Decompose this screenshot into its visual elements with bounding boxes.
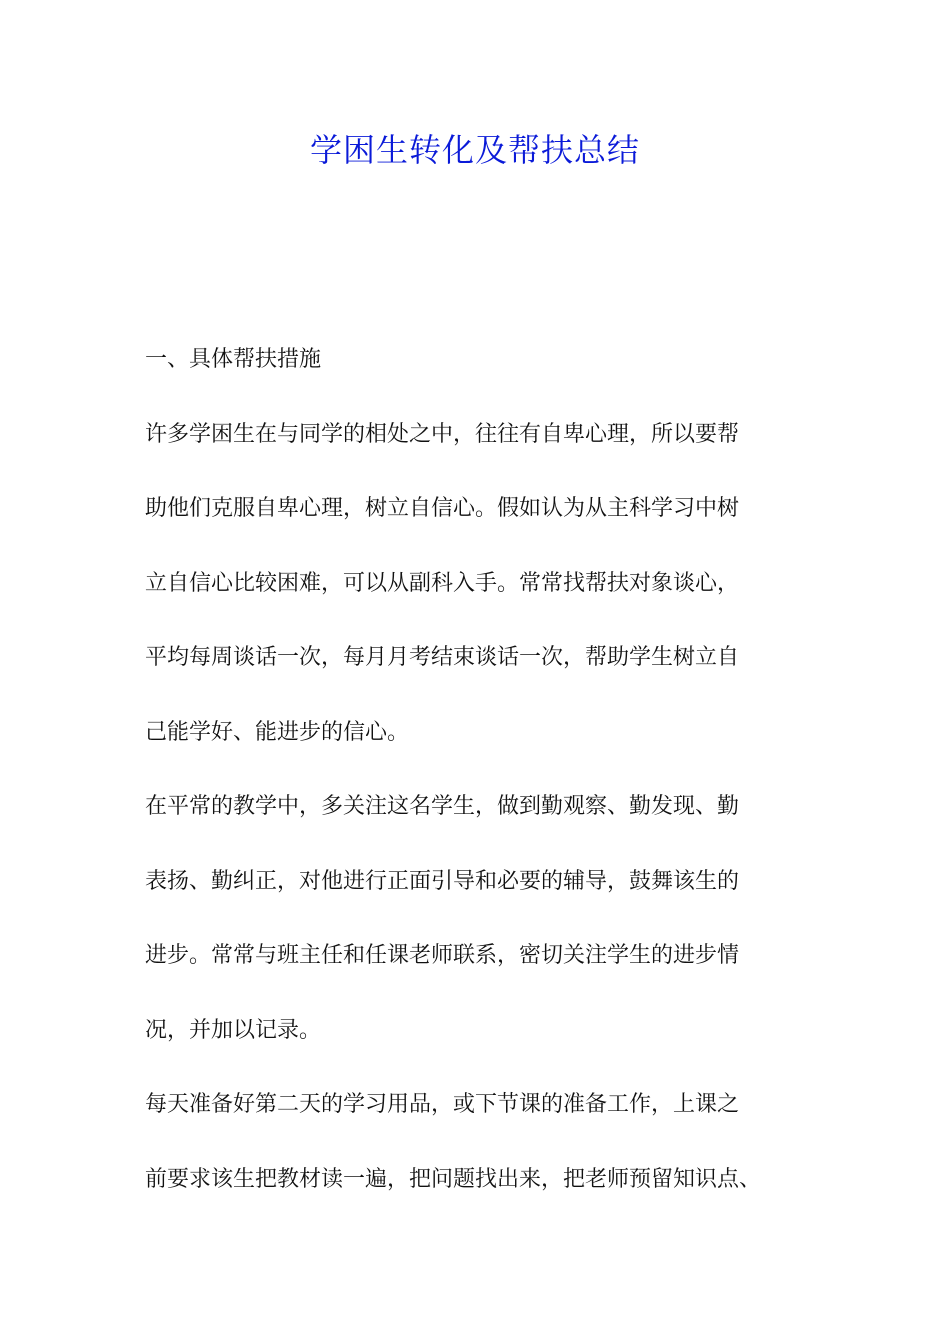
body-line: 许多学困生在与同学的相处之中，往往有自卑心理，所以要帮 <box>145 422 740 447</box>
document-title: 学困生转化及帮扶总结 <box>309 131 640 169</box>
body-line: 进步。常常与班主任和任课老师联系，密切关注学生的进步情 <box>145 943 740 968</box>
body-line: 助他们克服自卑心理，树立自信心。假如认为从主科学习中树 <box>145 496 740 521</box>
section-heading: 一、具体帮扶措施 <box>145 347 322 372</box>
body-line: 平均每周谈话一次，每月月考结束谈话一次，帮助学生树立自 <box>145 645 740 670</box>
body-line: 己能学好、能进步的信心。 <box>145 720 410 745</box>
body-line: 在平常的教学中，多关注这名学生，做到勤观察、勤发现、勤 <box>145 794 740 819</box>
body-line: 前要求该生把教材读一遍，把问题找出来，把老师预留知识点、 <box>145 1167 762 1192</box>
body-line: 每天准备好第二天的学习用品，或下节课的准备工作，上课之 <box>145 1092 740 1117</box>
body-line: 表扬、勤纠正，对他进行正面引导和必要的辅导，鼓舞该生的 <box>145 869 740 894</box>
body-line: 立自信心比较困难，可以从副科入手。常常找帮扶对象谈心， <box>145 571 740 596</box>
body-line: 况，并加以记录。 <box>145 1018 322 1043</box>
